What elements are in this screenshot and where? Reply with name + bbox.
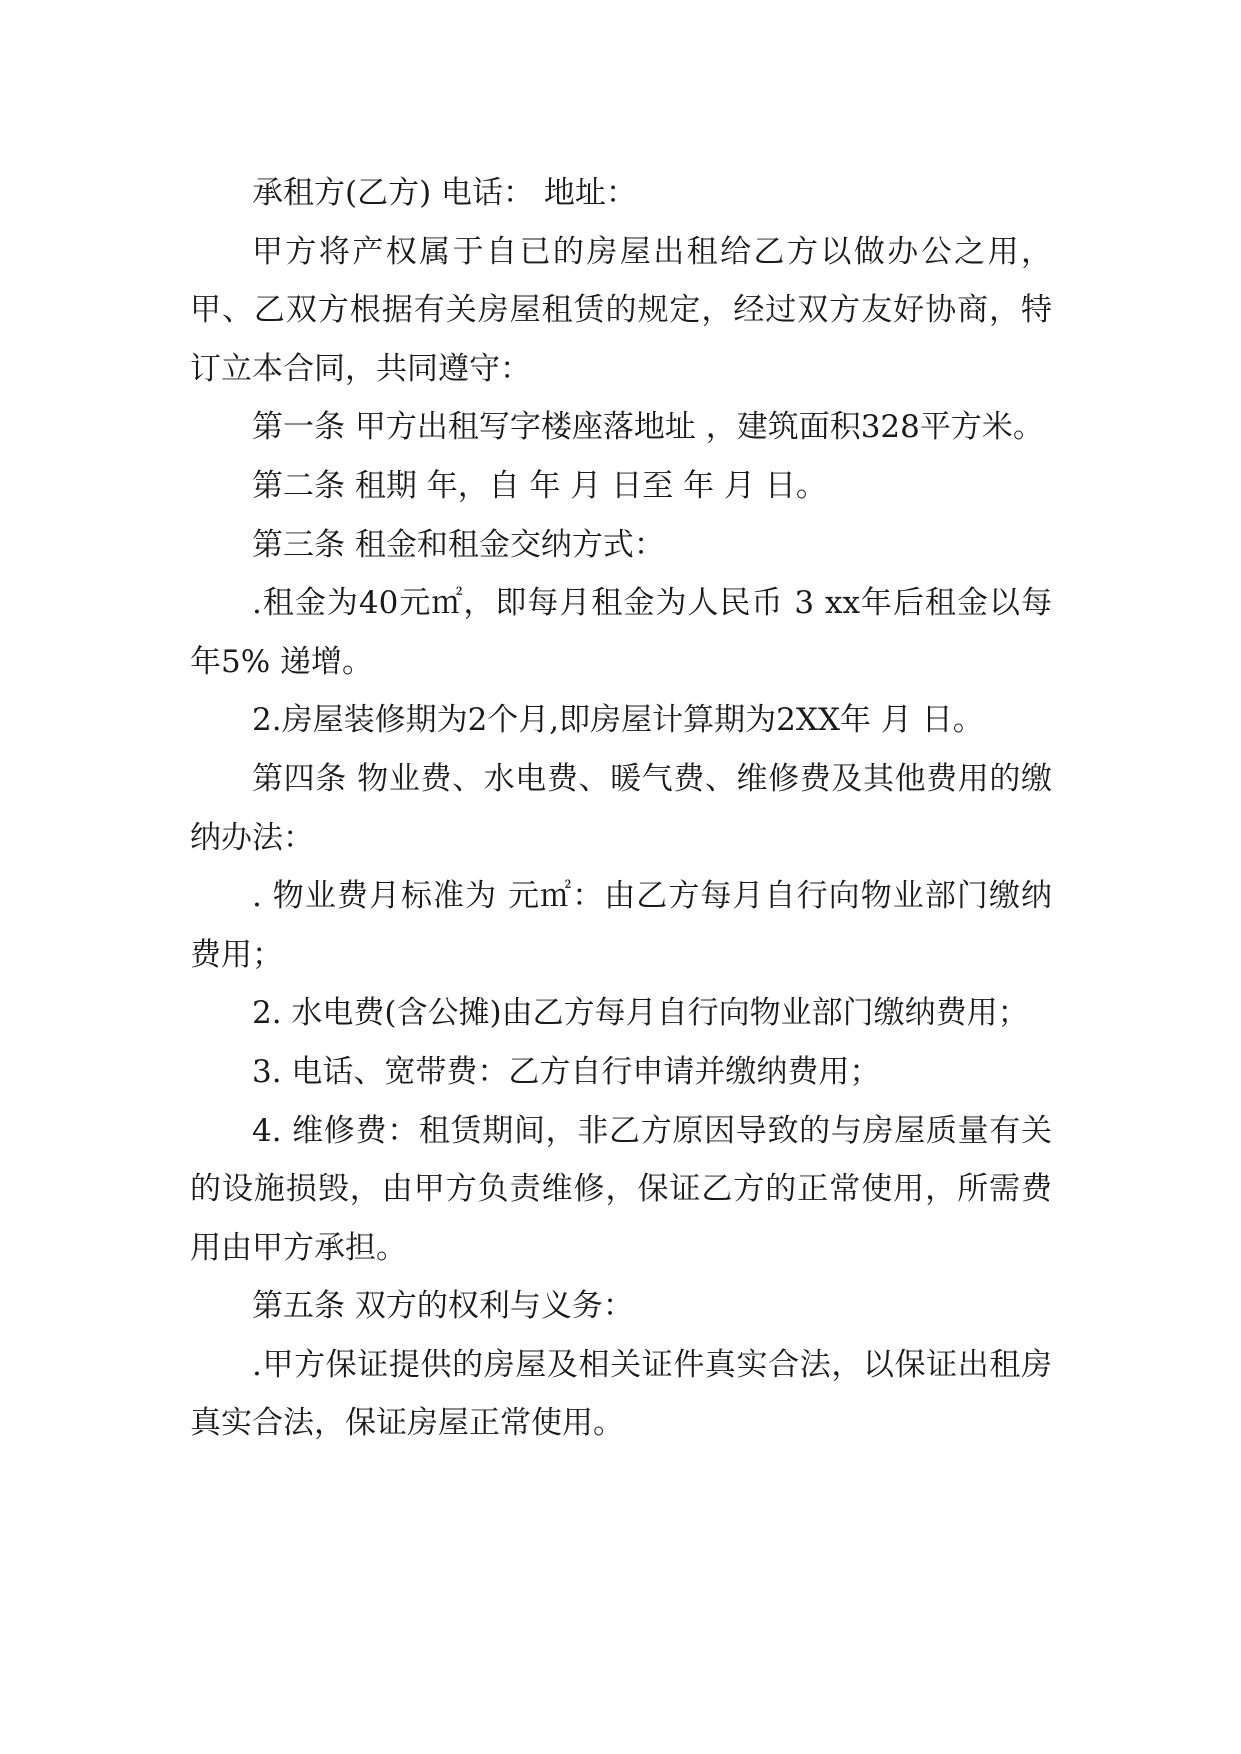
paragraph-lessee-info: 承租方(乙方) 电话： 地址： bbox=[252, 175, 637, 211]
paragraph-article-3-item-1: .租金为40元㎡，即每月租金为人民币 3 xx年后租金以每年5% 递增。 bbox=[190, 585, 1052, 680]
paragraph-article-3-item-2: 2.房屋装修期为2个月,即房屋计算期为2XX年 月 日。 bbox=[252, 702, 984, 739]
paragraph-article-4: 第四条 物业费、水电费、暖气费、维修费及其他费用的缴纳办法： bbox=[190, 760, 1052, 856]
paragraph-article-1: 第一条 甲方出租写字楼座落地址 ，建筑面积328平方米。 bbox=[252, 409, 1044, 446]
contract-body bbox=[190, 164, 1052, 1453]
paragraph-article-3: 第三条 租金和租金交纳方式： bbox=[252, 526, 665, 563]
paragraph-article-4-item-3: 3. 电话、宽带费：乙方自行申请并缴纳费用； bbox=[252, 1053, 881, 1090]
paragraph-preamble: 甲方将产权属于自已的房屋出租给乙方以做办公之用，甲、乙双方根据有关房屋租赁的规定，经过双方友好协商，特订立本合同，共同遵守： bbox=[190, 233, 1052, 387]
paragraph-article-4-item-4: 4. 维修费：租赁期间，非乙方原因导致的与房屋质量有关的设施损毁，由甲方负责维修，保证乙方的正常使用，所需费用由甲方承担。 bbox=[190, 1112, 1052, 1266]
paragraph-article-5: 第五条 双方的权利与义务： bbox=[252, 1288, 634, 1325]
paragraph-article-4-item-1: . 物业费月标准为 元㎡：由乙方每月自行向物业部门缴纳费用； bbox=[190, 878, 1052, 973]
paragraph-article-5-item-1: .甲方保证提供的房屋及相关证件真实合法，以保证出租房真实合法，保证房屋正常使用。 bbox=[190, 1346, 1052, 1442]
paragraph-article-4-item-2: 2. 水电费(含公摊)由乙方每月自行向物业部门缴纳费用； bbox=[252, 995, 1029, 1032]
paragraph-article-2: 第二条 租期 年，自 年 月 日至 年 月 日。 bbox=[252, 467, 827, 504]
